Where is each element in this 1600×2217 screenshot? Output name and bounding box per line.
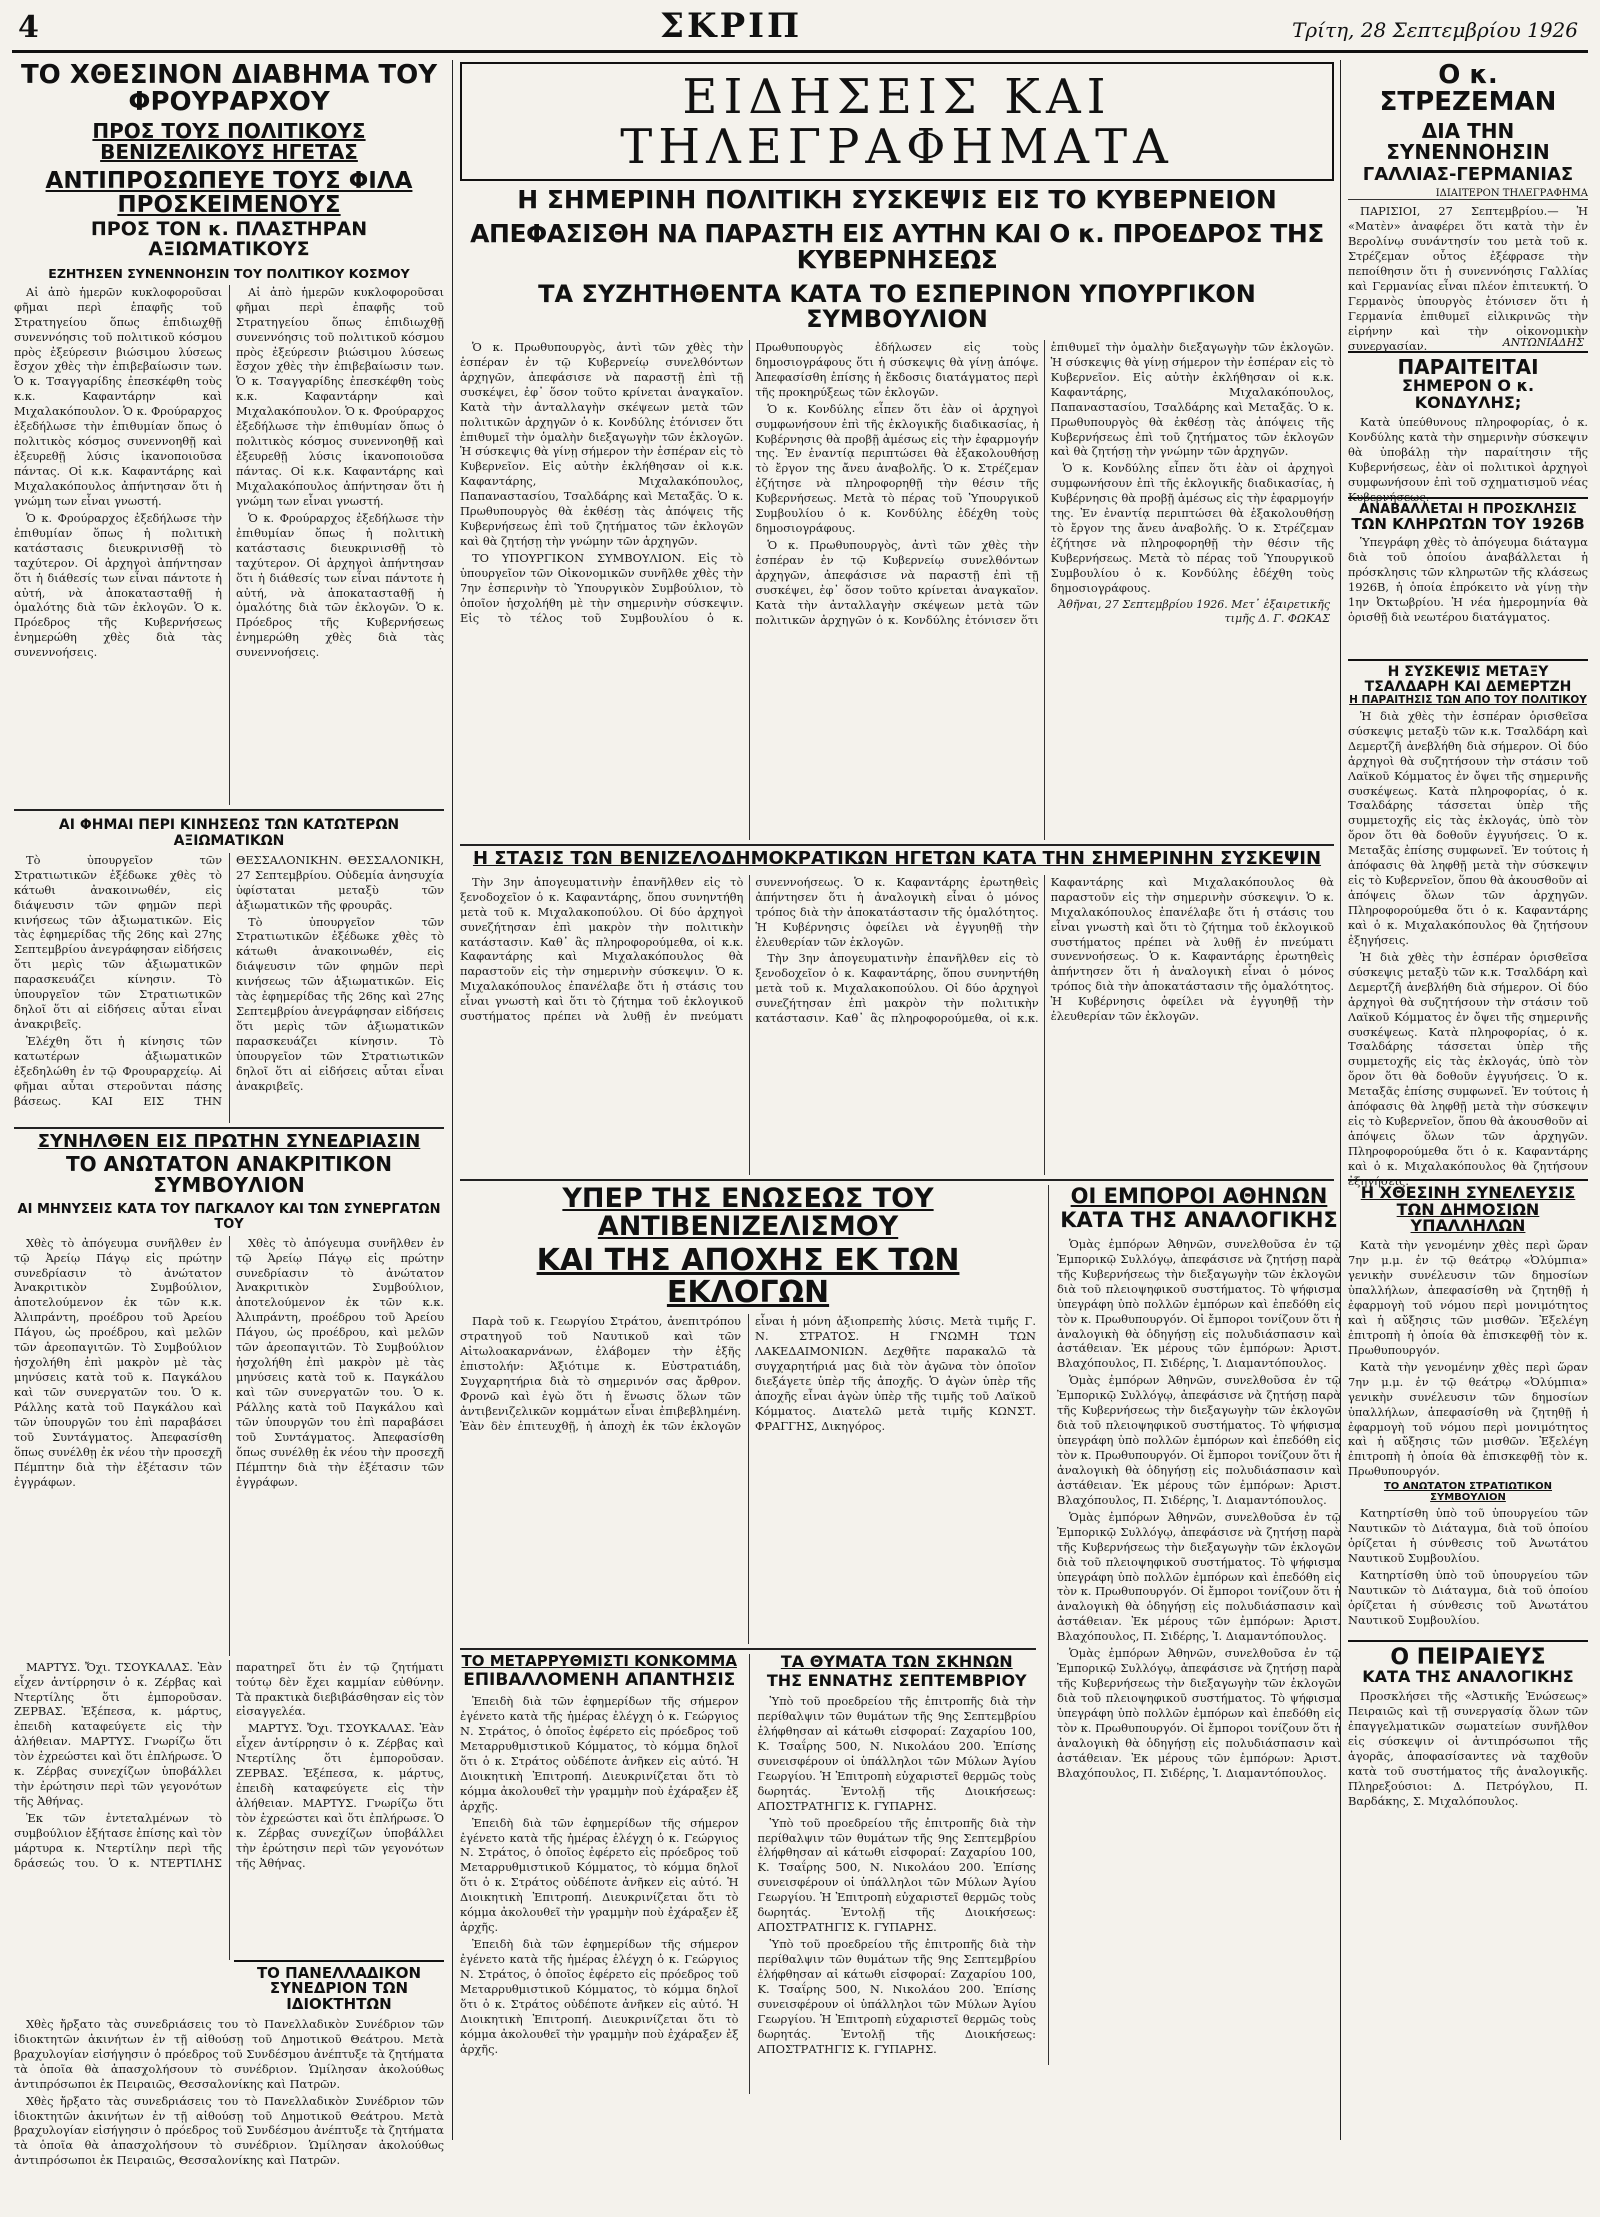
paragraph: Προσκλήσει τῆς «Ἀστικῆς Ἑνώσεως» Πειραιῶς καὶ τῇ συνεργασίᾳ ὅλων τῶν ἐπαγγελματικῶν σωματείων συνῆλθον εἰς σύσκεψιν οἱ ἀντιπρόσωποι τῆς ἀγορᾶς, ἀποφασίσαντες νὰ ταχθοῦν κατὰ τοῦ συστήματος τῆς ἀναλογικῆς. Πληρεξούσιοι: Δ. Πετρόγλου, Π. Βαρδάκης, Σ. Μιχαλόπουλος.: [1348, 1689, 1588, 1808]
article-body: [758, 1694, 1037, 2094]
article-body: [14, 2017, 444, 2217]
paragraph: Ὑπεγράφη χθὲς τὸ ἀπόγευμα διάταγμα διὰ τοῦ ὁποίου ἀναβάλλεται ἡ πρόσκλησις τῶν κληρωτῶν τῆς κλάσεως 1926Β, ἡ ὁποία ἐπρόκειτο νὰ γίνῃ τὴν 1ην Ὀκτωβρίου. Ἡ νέα ἡμερομηνία θὰ ὁρισθῇ διὰ νεωτέρου διατάγματος.: [1348, 535, 1588, 625]
paragraph: Ὁ κ. Κονδύλης εἶπεν ὅτι ἐὰν οἱ ἀρχηγοὶ συμφωνήσουν ἐπὶ τῆς ἐκλογικῆς διαδικασίας, ἡ Κυβέρνησις θὰ προβῇ ἀμέσως εἰς τὴν ἐφαρμογήν της. Ἐν ἐναντίᾳ περιπτώσει θὰ ἐξακολουθήσῃ τὸ ἔργον της ἄνευ ἀναβολῆς. Ὁ κ. Στρέζεμαν ἐζήτησε νὰ πληροφορηθῇ τὴν θέσιν τῆς Κυβερνήσεως. Μετὰ τὸ πέρας τοῦ Ὑπουργικοῦ Συμβουλίου ὁ κ. Κονδύλης ἐδέχθη τοὺς δημοσιογράφους.: [755, 401, 1039, 536]
article-body: [1348, 1689, 1588, 1859]
paragraph: ΜΑΡΤΥΣ. Ὄχι. ΤΣΟΥΚΑΛΑΣ. Ἐὰν εἶχεν ἀντίρρησιν ὁ κ. Ζέρβας καὶ Ντερτίλης ὅτι ἐμποροῦσαν. ΖΕΡΒΑΣ. Ἐξέπεσα, κ. μάρτυς, ἐπειδὴ καταφεύγετε εἰς τὴν ἀλήθειαν. ΜΑΡΤΥΣ. Γνωρίζω ὅτι τὸν ἐχρεώστει καὶ ὅτι ἐπλήρωσε. Ὁ κ. Ζέρβας συνεχίζων ὑποβάλλει τὴν ἐρώτησιν περὶ τῶν γεγονότων τῆς Ἀθήνας.: [236, 1721, 444, 1870]
headline-sub: ΠΡΟΣ ΤΟΥΣ ΠΟΛΙΤΙΚΟΥΣ ΒΕΝΙΖΕΛΙΚΟΥΣ ΗΓΕΤΑΣ: [92, 118, 366, 164]
paragraph: Παρὰ τοῦ κ. Γεωργίου Στράτου, ἀνεπιτρόπου στρατηγοῦ τοῦ Ναυτικοῦ καὶ τῶν Αἰτωλοακαρνάνων, ἐλάβομεν τὴν ἑξῆς ἐπιστολήν: Ἀξιότιμε κ. Εὐστρατιάδη, Συγχαρητήρια διὰ τὸ σημερινόν σας ἄρθρον. Φρονῶ καὶ ἐγὼ ὅτι ἡ ἕνωσις ὅλων τῶν ἀντιβενιζελικῶν κομμάτων εἶναι ἐπιβεβλημένη. Ἐὰν δὲν ἐπιτευχθῇ, ἡ ἀποχὴ ἐκ τῶν ἐκλογῶν εἶναι ἡ μόνη ἀξιοπρεπὴς λύσις. Μετὰ τιμῆς Γ. Ν. ΣΤΡΑΤΟΣ. Η ΓΝΩΜΗ ΤΩΝ ΛΑΚΕΔΑΙΜΟΝΙΩΝ. Δεχθῆτε παρακαλῶ τὰ συγχαρητήριά μας διὰ τὸν ἀγῶνα τὸν ὁποῖον διεξάγετε ὑπὲρ τῆς ἀποχῆς. Ὁ ἀγὼν ὑπὲρ τῆς ἀποχῆς εἶναι ἀγὼν ὑπὲρ τῆς τιμῆς τοῦ Λαϊκοῦ Κόμματος. Διατελῶ μετὰ τιμῆς ΚΩΝΣΤ. ΦΡΑΓΓΗΣ, Δικηγόρος.: [460, 1314, 1036, 1434]
paragraph: Χθὲς ἤρξατο τὰς συνεδριάσεις του τὸ Πανελλαδικὸν Συνέδριον τῶν ἰδιοκτητῶν ἀκινήτων ἐν τῇ αἰθούσῃ τοῦ Δημοτικοῦ Θεάτρου. Μετὰ βραχυλογίαν εἰσήγησιν ὁ πρόεδρος τοῦ Συνδέσμου ἀνέπτυξε τὰ ζητήματα τὰ ὁποῖα θὰ ἀπασχολήσουν τὸ συνέδριον. Ὡμίλησαν ἀκολούθως ἀντιπρόσωποι ἐκ Πειραιῶς, Θεσσαλονίκης καὶ Πατρῶν.: [14, 2016, 444, 2091]
headline-council: ΤΟ ΑΝΩΤΑΤΟΝ ΑΝΑΚΡΙΤΙΚΟΝ ΣΥΜΒΟΥΛΙΟΝ: [66, 1151, 392, 1197]
article-body: [460, 340, 1334, 840]
section-rule: [460, 1179, 1334, 1181]
headline-union: ΥΠΕΡ ΤΗΣ ΕΝΩΣΕΩΣ ΤΟΥ ΑΝΤΙΒΕΝΙΖΕΛΙΣΜΟΥ: [562, 1182, 934, 1243]
paragraph: Ὁ κ. Κονδύλης εἶπεν ὅτι ἐὰν οἱ ἀρχηγοὶ συμφωνήσουν ἐπὶ τῆς ἐκλογικῆς διαδικασίας, ἡ Κυβέρνησις θὰ προβῇ ἀμέσως εἰς τὴν ἐφαρμογήν της. Ἐν ἐναντίᾳ περιπτώσει θὰ ἐξακολουθήσῃ τὸ ἔργον της ἄνευ ἀναβολῆς. Ὁ κ. Στρέζεμαν ἐζήτησε νὰ πληροφορηθῇ τὴν θέσιν τῆς Κυβερνήσεως. Μετὰ τὸ πέρας τοῦ Ὑπουργικοῦ Συμβουλίου ὁ κ. Κονδύλης ἐδέχθη τοὺς δημοσιογράφους.: [1050, 461, 1334, 595]
paragraph: Ἐπειδὴ διὰ τῶν ἐφημερίδων τῆς σήμερον ἐγένετο κατὰ τῆς ἡμέρας ἐλέγχη ὁ κ. Γεώργιος Ν. Στράτος, ὁ ὁποῖος ἐφέρετο εἰς πρόεδρος τοῦ Μεταρρυθμιστικοῦ Κόμματος, τὸ κόμμα δηλοῖ ὅτι ὁ κ. Στράτος οὐδέποτε ἀνῆκεν εἰς αὐτό. Ἡ Διοικητικὴ Ἐπιτροπή. Διευκρινίζεται ὅτι τὸ κόμμα ἀκολουθεῖ τὴν γραμμὴν ποὺ ἐχάραξεν ἐξ ἀρχῆς.: [460, 1815, 739, 1935]
left-column: [14, 60, 444, 2168]
paragraph: Κατηρτίσθη ὑπὸ τοῦ ὑπουργείου τῶν Ναυτικῶν τὸ Διάταγμα, διὰ τοῦ ὁποίου ὁρίζεται ἡ σύνθεσις τοῦ Ἀνωτάτου Ναυτικοῦ Συμβουλίου.: [1348, 1568, 1588, 1627]
headline-conscripts-sub: ΤΩΝ ΚΛΗΡΩΤΩΝ ΤΟΥ 1926Β: [1351, 514, 1585, 533]
subheadline: ΕΖΗΤΗΣΕΝ ΣΥΝΕΝΝΟΗΣΙΝ ΤΟΥ ΠΟΛΙΤΙΚΟΥ ΚΟΣΜΟΥ: [48, 265, 410, 281]
paragraph: Ὁ κ. Φρούραρχος ἐξεδήλωσε τὴν ἐπιθυμίαν ὅπως ἡ πολιτικὴ κατάστασις διευκρινισθῇ τὸ ταχύτερον. Οἱ ἀρχηγοὶ ἀπήντησαν ὅτι ἡ διάθεσίς των εἶναι πάντοτε ἡ αὐτή, νὰ ἀποκατασταθῇ ἡ ὁμαλότης διὰ τῶν ἐκλογῶν. Ὁ κ. Πρόεδρος τῆς Κυβερνήσεως ἐνημερώθη χθὲς διὰ τὰς συνεννοήσεις.: [14, 510, 222, 660]
paragraph: Ὁμὰς ἐμπόρων Ἀθηνῶν, συνελθοῦσα ἐν τῷ Ἐμπορικῷ Συλλόγῳ, ἀπεφάσισε νὰ ζητήσῃ παρὰ τῆς Κυβερνήσεως τὴν διεξαγωγὴν τῶν ἐκλογῶν διὰ τοῦ πλειοψηφικοῦ συστήματος. Τὸ ψήφισμα ὑπεγράφη ὑπὸ πολλῶν ἐμπόρων καὶ ἐπεδόθη εἰς τὸν κ. Πρωθυπουργόν. Οἱ ἔμποροι τονίζουν ὅτι ἡ ἀναλογικὴ θὰ ὁδηγήσῃ εἰς πολυδιάσπασιν καὶ ἀστάθειαν. Ἐκ μέρους τῶν ἐμπόρων: Ἀριστ. Βλαχόπουλος, Π. Σιδέρης, Ἰ. Διαμαντόπουλος.: [1057, 1373, 1341, 1507]
article-body: [14, 1660, 444, 1960]
article-body: [460, 1314, 1036, 1644]
section-rule: [14, 809, 444, 811]
headline-meeting: Η ΣΗΜΕΡΙΝΗ ΠΟΛΙΤΙΚΗ ΣΥΣΚΕΨΙΣ ΕΙΣ ΤΟ ΚΥΒΕΡΝΕΙΟΝ: [517, 184, 1277, 214]
banner-box: [460, 62, 1334, 181]
paragraph: Ἡ διὰ χθὲς τὴν ἑσπέραν ὁρισθεῖσα σύσκεψις μεταξὺ τῶν κ.κ. Τσαλδάρη καὶ Δεμερτζῆ ἀνεβλήθη διὰ σήμερον. Οἱ δύο ἀρχηγοὶ θὰ συζητήσουν τὴν στάσιν τοῦ Λαϊκοῦ Κόμματος ἐν ὄψει τῆς σημερινῆς συσκέψεως. Κατὰ πληροφορίας, ὁ κ. Τσαλδάρης τάσσεται ὑπὲρ τῆς συμμετοχῆς εἰς τὰς ἐκλογάς, ὑπὸ τὸν ὅρον ὅτι θὰ δοθοῦν ἐγγυήσεις. Ὁ κ. Μεταξᾶς ἐπίσης συμφωνεῖ. Ἐν τούτοις ἡ ἀπόφασις θὰ ληφθῇ μετὰ τὴν σύσκεψιν εἰς τὸ Κυβερνεῖον, ὅπου θὰ ἀκουσθοῦν αἱ ἀπόψεις ὅλων τῶν ἀρχηγῶν. Πληροφορούμεθα ὅτι ὁ κ. Καφαντάρης καὶ ὁ κ. Μιχαλακόπουλος θὰ ζητήσουν ἐξηγήσεις.: [1348, 949, 1588, 1188]
article-body: [1348, 535, 1588, 655]
article-body: [1348, 708, 1588, 1188]
paragraph: Χθὲς τὸ ἀπόγευμα συνῆλθεν ἐν τῷ Ἀρείῳ Πάγῳ εἰς πρώτην συνεδρίασιν τὸ ἀνώτατον Ἀνακριτικὸν Συμβούλιον, ἀποτελούμενον ἐκ τῶν κ.κ. Ἀλιπράντη, προέδρου τοῦ Ἀρείου Πάγου, ὡς προέδρου, καὶ μελῶν τῶν ἀρεοπαγιτῶν. Τὸ Συμβούλιον ἠσχολήθη ἐπὶ μακρὸν μὲ τὰς μηνύσεις κατὰ τοῦ κ. Παγκάλου καὶ τῶν συνεργατῶν του. Ὁ κ. Ράλλης κατὰ τοῦ Παγκάλου καὶ τῶν ὑπουργῶν του ἐπὶ παραβάσει τοῦ Συντάγματος. Ἀπεφασίσθη ὅπως συνέλθῃ ἐκ νέου τὴν προσεχῆ Πέμπτην διὰ τὴν ἐξέτασιν τῶν ἐγγράφων.: [14, 1235, 222, 1489]
article-body: [1348, 1238, 1588, 1478]
paragraph: Ὑπὸ τοῦ προεδρείου τῆς ἐπιτροπῆς διὰ τὴν περίθαλψιν τῶν θυμάτων τῆς 9ης Σεπτεμβρίου ἐλήφθησαν αἱ κάτωθι εἰσφοραί: Ζαχαρίου 100, Κ. Τσαΐρης 500, Ν. Νικολάου 200. Ἐπίσης συνεισφέρουν οἱ ὑπάλληλοι τῶν Μύλων Ἀγίου Γεωργίου. Ἡ Ἐπιτροπὴ εὐχαριστεῖ θερμῶς τοὺς δωρητάς. Ἐντολῇ τῆς Διοικήσεως: ΑΠΟΣΤΡΑΤΗΓΙΣ Κ. ΓΥΠΑΡΗΣ.: [757, 1694, 1036, 1813]
headline-kondylis: ΣΗΜΕΡΟΝ Ο κ. ΚΟΝΔΥΛΗΣ;: [1401, 376, 1535, 413]
paragraph: Ἡ διὰ χθὲς τὴν ἑσπέραν ὁρισθεῖσα σύσκεψις μεταξὺ τῶν κ.κ. Τσαλδάρη καὶ Δεμερτζῆ ἀνεβλήθη διὰ σήμερον. Οἱ δύο ἀρχηγοὶ θὰ συζητήσουν τὴν στάσιν τοῦ Λαϊκοῦ Κόμματος ἐν ὄψει τῆς σημερινῆς συσκέψεως. Κατὰ πληροφορίας, ὁ κ. Τσαλδάρης τάσσεται ὑπὲρ τῆς συμμετοχῆς εἰς τὰς ἐκλογάς, ὑπὸ τὸν ὅρον ὅτι θὰ δοθοῦν ἐγγυήσεις. Ὁ κ. Μεταξᾶς ἐπίσης συμφωνεῖ. Ἐν τούτοις ἡ ἀπόφασις θὰ ληφθῇ μετὰ τὴν σύσκεψιν εἰς τὸ Κυβερνεῖον, ὅπου θὰ ἀκουσθοῦν αἱ ἀπόψεις ὅλων τῶν ἀρχηγῶν. Πληροφορούμεθα ὅτι ὁ κ. Καφαντάρης καὶ ὁ κ. Μιχαλακόπουλος θὰ ζητήσουν ἐξηγήσεις.: [1348, 708, 1588, 947]
paragraph: Κατηρτίσθη ὑπὸ τοῦ ὑπουργείου τῶν Ναυτικῶν τὸ Διάταγμα, διὰ τοῦ ὁποίου ὁρίζεται ἡ σύνθεσις τοῦ Ἀνωτάτου Ναυτικοῦ Συμβουλίου.: [1348, 1506, 1588, 1566]
headline-sub: ΠΡΟΣ ΤΟΝ κ. ΠΛΑΣΤΗΡΑΝ ΑΞΙΩΜΑΤΙΚΟΥΣ: [90, 217, 368, 260]
article-body: [14, 853, 444, 1123]
paragraph: Ὁμὰς ἐμπόρων Ἀθηνῶν, συνελθοῦσα ἐν τῷ Ἐμπορικῷ Συλλόγῳ, ἀπεφάσισε νὰ ζητήσῃ παρὰ τῆς Κυβερνήσεως τὴν διεξαγωγὴν τῶν ἐκλογῶν διὰ τοῦ πλειοψηφικοῦ συστήματος. Τὸ ψήφισμα ὑπεγράφη ὑπὸ πολλῶν ἐμπόρων καὶ ἐπεδόθη εἰς τὸν κ. Πρωθυπουργόν. Οἱ ἔμποροι τονίζουν ὅτι ἡ ἀναλογικὴ θὰ ὁδηγήσῃ εἰς πολυδιάσπασιν καὶ ἀστάθειαν. Ἐκ μέρους τῶν ἐμπόρων: Ἀριστ. Βλαχόπουλος, Π. Σιδέρης, Ἰ. Διαμαντόπουλος.: [1057, 1646, 1341, 1780]
page-header: [0, 0, 1600, 54]
paragraph: Χθὲς τὸ ἀπόγευμα συνῆλθεν ἐν τῷ Ἀρείῳ Πάγῳ εἰς πρώτην συνεδρίασιν τὸ ἀνώτατον Ἀνακριτικὸν Συμβούλιον, ἀποτελούμενον ἐκ τῶν κ.κ. Ἀλιπράντη, προέδρου τοῦ Ἀρείου Πάγου, ὡς προέδρου, καὶ μελῶν τῶν ἀρεοπαγιτῶν. Τὸ Συμβούλιον ἠσχολήθη ἐπὶ μακρὸν μὲ τὰς μηνύσεις κατὰ τοῦ κ. Παγκάλου καὶ τῶν συνεργατῶν του. Ὁ κ. Ράλλης κατὰ τοῦ Παγκάλου καὶ τῶν ὑπουργῶν του ἐπὶ παραβάσει τοῦ Συντάγματος. Ἀπεφασίσθη ὅπως συνέλθῃ ἐκ νέου τὴν προσεχῆ Πέμπτην διὰ τὴν ἐξέτασιν τῶν ἐγγράφων.: [236, 1235, 444, 1489]
subheadline: ΑΙ ΜΗΝΥΣΕΙΣ ΚΑΤΑ ΤΟΥ ΠΑΓΚΑΛΟΥ ΚΑΙ ΤΩΝ ΣΥΝΕΡΓΑΤΩΝ ΤΟΥ: [17, 1201, 441, 1232]
section-rule: [460, 1648, 1036, 1650]
headline-conscripts: ΑΝΑΒΑΛΛΕΤΑΙ Η ΠΡΟΣΚΛΗΣΙΣ: [1348, 497, 1588, 517]
headline-tsaldaris: Η ΣΥΣΚΕΨΙΣ ΜΕΤΑΞΥ: [1348, 659, 1588, 680]
dateline-label: ΙΔΙΑΙΤΕΡΟΝ ΤΗΛΕΓΡΑΦΗΜΑ: [1348, 188, 1588, 200]
center-block: [460, 62, 1341, 2142]
paragraph: Τὴν 3ην ἀπογευματινὴν ἐπανῆλθεν εἰς τὸ ξενοδοχεῖον ὁ κ. Καφαντάρης, ὅπου συνηντήθη μετὰ τοῦ κ. Μιχαλακοπούλου. Οἱ δύο ἀρχηγοὶ συνεζήτησαν ἐπὶ μακρὸν τὴν πολιτικὴν κατάστασιν. Καθ᾽ ἃς πληροφορούμεθα, οἱ κ.κ. Καφαντάρης καὶ Μιχαλακόπουλος θὰ παραστοῦν εἰς τὴν σημερινὴν σύσκεψιν. Ὁ κ. Μιχαλακόπουλος ἐπανέλαβε ὅτι ἡ στάσις του εἶναι γνωστὴ καὶ ὅτι τὸ ζήτημα τοῦ ἐκλογικοῦ συστήματος πρέπει νὰ λυθῇ ἐν πνεύματι συνεννοήσεως. Ὁ κ. Καφαντάρης ἐρωτηθεὶς ἀπήντησεν ὅτι ἡ ἀναλογικὴ εἶναι ὁ μόνος τρόπος διὰ τὴν ἀποκατάστασιν τῆς ὁμαλότητος. Ἡ Κυβέρνησις ὀφείλει νὰ ἐγγυηθῇ τὴν ἐλευθερίαν τῶν ἐκλογῶν.: [755, 874, 1334, 1026]
headline-stresemann-sub: ΔΙΑ ΤΗΝ ΣΥΝΕΝΝΟΗΣΙΝ: [1386, 118, 1550, 164]
banner-title: ΕΙΔΗΣΕΙΣ ΚΑΙ ΤΗΛΕΓΡΑΦΗΜΑΤΑ: [620, 69, 1174, 176]
headline-victims: ΤΑ ΘΥΜΑΤΑ ΤΩΝ ΣΚΗΝΩΝ: [780, 1652, 1013, 1672]
page-number: 4: [18, 10, 39, 45]
article-body: [14, 285, 444, 805]
paragraph: Χθὲς ἤρξατο τὰς συνεδριάσεις του τὸ Πανελλαδικὸν Συνέδριον τῶν ἰδιοκτητῶν ἀκινήτων ἐν τῇ αἰθούσῃ τοῦ Δημοτικοῦ Θεάτρου. Μετὰ βραχυλογίαν εἰσήγησιν ὁ πρόεδρος τοῦ Συνδέσμου ἀνέπτυξε τὰ ζητήματα τὰ ὁποῖα θὰ ἀπασχολήσουν τὸ συνέδριον. Ὡμίλησαν ἀκολούθως ἀντιπρόσωποι ἐκ Πειραιῶς, Θεσσαλονίκης καὶ Πατρῶν.: [14, 2093, 444, 2168]
subheadline: ΑΙ ΦΗΜΑΙ ΠΕΡΙ ΚΙΝΗΣΕΩΣ ΤΩΝ ΚΑΤΩΤΕΡΩΝ ΑΞΙΩΜΑΤΙΚΩΝ: [58, 816, 400, 849]
headline-panhellenic: ΤΟ ΠΑΝΕΛΛΑΔΙΚΟΝ ΣΥΝΕΔΡΙΟΝ ΤΩΝ ΙΔΙΟΚΤΗΤΩΝ: [234, 1960, 444, 2013]
paragraph: ΤΟ ΥΠΟΥΡΓΙΚΟΝ ΣΥΜΒΟΥΛΙΟΝ. Εἰς τὸ ὑπουργεῖον τῶν Οἰκονομικῶν συνῆλθε χθὲς τὴν 7ην ἑσπερινὴν τὸ Ὑπουργικὸν Συμβούλιον, τὸ ὁποῖον ἠσχολήθη μὲ τὴν σημερινὴν σύσκεψιν. Εἰς τὸ τέλος τοῦ Συμβουλίου ὁ κ. Πρωθυπουργὸς ἐδήλωσεν εἰς τοὺς δημοσιογράφους ὅτι ἡ σύσκεψις θὰ γίνῃ ἀπόψε. Ἀπεφασίσθη ἐπίσης ἡ ἔκδοσις διατάγματος περὶ τῆς προκηρύξεως τῶν ἐκλογῶν.: [460, 339, 1039, 625]
paragraph: Ὁμὰς ἐμπόρων Ἀθηνῶν, συνελθοῦσα ἐν τῷ Ἐμπορικῷ Συλλόγῳ, ἀπεφάσισε νὰ ζητήσῃ παρὰ τῆς Κυβερνήσεως τὴν διεξαγωγὴν τῶν ἐκλογῶν διὰ τοῦ πλειοψηφικοῦ συστήματος. Τὸ ψήφισμα ὑπεγράφη ὑπὸ πολλῶν ἐμπόρων καὶ ἐπεδόθη εἰς τὸν κ. Πρωθυπουργόν. Οἱ ἔμποροι τονίζουν ὅτι ἡ ἀναλογικὴ θὰ ὁδηγήσῃ εἰς πολυδιάσπασιν καὶ ἀστάθειαν. Ἐκ μέρους τῶν ἐμπόρων: Ἀριστ. Βλαχόπουλος, Π. Σιδέρης, Ἰ. Διαμαντόπουλος.: [1057, 1236, 1341, 1371]
article-body: [1057, 1237, 1341, 1781]
headline-tsaldaris-sub: ΤΣΑΛΔΑΡΗ ΚΑΙ ΔΕΜΕΡΤΖΗ: [1364, 679, 1572, 696]
headline-resigns: ΠΑΡΑΙΤΕΙΤΑΙ: [1348, 351, 1588, 378]
date-line: Τρίτη, 28 Σεπτεμβρίου 1926: [1292, 18, 1578, 42]
headline-sub: ΑΝΤΙΠΡΟΣΩΠΕΥΕ ΤΟΥΣ ΦΙΛΑ ΠΡΟΣΚΕΙΜΕΝΟΥΣ: [45, 167, 413, 218]
headline-frourarchos: ΤΟ ΧΘΕΣΙΝΟΝ ΔΙΑΒΗΜΑ ΤΟΥ ΦΡΟΥΡΑΡΧΟΥ: [20, 60, 438, 118]
merchants-article: [1048, 1185, 1341, 2065]
paragraph: Ὁ κ. Πρωθυπουργὸς, ἀντὶ τῶν χθὲς τὴν ἑσπέραν ἐν τῷ Κυβερνείῳ συνελθόντων ἀρχηγῶν, ἀπεφάσισε νὰ παραστῇ ἐπὶ τῇ συσκέψει, ἐφ᾽ ὅσον τοῦτο κρίνεται ἀναγκαῖον. Κατὰ τὴν ἀνταλλαγὴν σκέψεων μετὰ τῶν πολιτικῶν ἀρχηγῶν ὁ κ. Κονδύλης ἐτόνισεν ὅτι ἐπιθυμεῖ τὴν ὁμαλὴν διεξαγωγὴν τῶν ἐκλογῶν. Ἡ σύσκεψις θὰ γίνῃ σήμερον τὴν ἑσπέραν εἰς τὸ Κυβερνεῖον. Εἰς αὐτὴν ἐκλήθησαν οἱ κ.κ. Καφαντάρης, Μιχαλακόπουλος, Παπαναστασίου, Τσαλδάρης καὶ Μεταξᾶς. Ὁ κ. Πρωθυπουργὸς θὰ ἐκθέσῃ τὰς ἀπόψεις τῆς Κυβερνήσεως ἐπὶ τοῦ ζητήματος τῶν ἐκλογῶν καὶ θὰ ζητήσῃ τὴν γνώμην τῶν ἀρχηγῶν.: [755, 339, 1334, 627]
headline-decision: ΑΠΕΦΑΣΙΣΘΗ ΝΑ ΠΑΡΑΣΤΗ ΕΙΣ ΑΥΤΗΝ ΚΑΙ Ο κ. ΠΡΟΕΔΡΟΣ ΤΗΣ ΚΥΒΕΡΝΗΣΕΩΣ: [470, 219, 1324, 275]
signature: Ἀθῆναι, 27 Σεπτεμβρίου 1926. Μετ᾽ ἐξαιρετικῆς τιμῆς Δ. Γ. ΦΩΚΑΣ: [1058, 597, 1330, 626]
headline-proportional: ΚΑΤΑ ΤΗΣ ΑΝΑΛΟΓΙΚΗΣ: [1060, 1207, 1338, 1232]
article-body: [460, 1694, 739, 2094]
paragraph: Αἱ ἀπὸ ἡμερῶν κυκλοφοροῦσαι φῆμαι περὶ ἐπαφῆς τοῦ Στρατηγείου ὅπως ἐπιδιωχθῇ συνεννόησις τοῦ πολιτικοῦ κόσμου πρὸς ἐξεύρεσιν βιώσιμου λύσεως ἔσχον χθὲς τὴν ἐπιβεβαίωσιν των. Ὁ κ. Τσαγγαρίδης ἐπεσκέφθη τοὺς κ.κ. Καφαντάρην καὶ Μιχαλακόπουλον. Ὁ κ. Φρούραρχος ἐξεδήλωσε τὴν ἐπιθυμίαν ὅπως ὁ πολιτικὸς κόσμος συνεννοηθῇ καὶ ἐξευρεθῇ λύσις ἱκανοποιοῦσα πάντας. Οἱ κ.κ. Καφαντάρης καὶ Μιχαλακόπουλος ἀπήντησαν ὅτι ἡ γνώμη των εἶναι γνωστή.: [14, 284, 222, 508]
paragraph: Ἐπειδὴ διὰ τῶν ἐφημερίδων τῆς σήμερον ἐγένετο κατὰ τῆς ἡμέρας ἐλέγχη ὁ κ. Γεώργιος Ν. Στράτος, ὁ ὁποῖος ἐφέρετο εἰς πρόεδρος τοῦ Μεταρρυθμιστικοῦ Κόμματος, τὸ κόμμα δηλοῖ ὅτι ὁ κ. Στράτος οὐδέποτε ἀνῆκεν εἰς αὐτό. Ἡ Διοικητικὴ Ἐπιτροπή. Διευκρινίζεται ὅτι τὸ κόμμα ἀκολουθεῖ τὴν γραμμὴν ποὺ ἐχάραξεν ἐξ ἀρχῆς.: [460, 1937, 739, 2056]
headline-merchants: ΟΙ ΕΜΠΟΡΟΙ ΑΘΗΝΩΝ: [1070, 1183, 1328, 1208]
article-body: [460, 875, 1334, 1175]
headline-reply: ΕΠΙΒΑΛΛΟΜΕΝΗ ΑΠΑΝΤΗΣΙΣ: [463, 1670, 736, 1691]
headline-abstention: ΚΑΙ ΤΗΣ ΑΠΟΧΗΣ ΕΚ ΤΩΝ ΕΚΛΟΓΩΝ: [536, 1243, 960, 1310]
headline-piraeus: Ο ΠΕΙΡΑΙΕΥΣ: [1348, 1640, 1588, 1669]
paragraph: Αἱ ἀπὸ ἡμερῶν κυκλοφοροῦσαι φῆμαι περὶ ἐπαφῆς τοῦ Στρατηγείου ὅπως ἐπιδιωχθῇ συνεννόησις τοῦ πολιτικοῦ κόσμου πρὸς ἐξεύρεσιν βιώσιμου λύσεως ἔσχον χθὲς τὴν ἐπιβεβαίωσιν των. Ὁ κ. Τσαγγαρίδης ἐπεσκέφθη τοὺς κ.κ. Καφαντάρην καὶ Μιχαλακόπουλον. Ὁ κ. Φρούραρχος ἐξεδήλωσε τὴν ἐπιθυμίαν ὅπως ὁ πολιτικὸς κόσμος συνεννοηθῇ καὶ ἐξευρεθῇ λύσις ἱκανοποιοῦσα πάντας. Οἱ κ.κ. Καφαντάρης καὶ Μιχαλακόπουλος ἀπήντησαν ὅτι ἡ γνώμη των εἶναι γνωστή.: [236, 284, 444, 508]
paragraph: Ὁ κ. Πρωθυπουργὸς, ἀντὶ τῶν χθὲς τὴν ἑσπέραν ἐν τῷ Κυβερνείῳ συνελθόντων ἀρχηγῶν, ἀπεφάσισε νὰ παραστῇ ἐπὶ τῇ συσκέψει, ἐφ᾽ ὅσον τοῦτο κρίνεται ἀναγκαῖον. Κατὰ τὴν ἀνταλλαγὴν σκέψεων μετὰ τῶν πολιτικῶν ἀρχηγῶν ὁ κ. Κονδύλης ἐτόνισεν ὅτι ἐπιθυμεῖ τὴν ὁμαλὴν διεξαγωγὴν τῶν ἐκλογῶν. Ἡ σύσκεψις θὰ γίνῃ σήμερον τὴν ἑσπέραν εἰς τὸ Κυβερνεῖον. Εἰς αὐτὴν ἐκλήθησαν οἱ κ.κ. Καφαντάρης, Μιχαλακόπουλος, Παπαναστασίου, Τσαλδάρης καὶ Μεταξᾶς. Ὁ κ. Πρωθυπουργὸς θὰ ἐκθέσῃ τὰς ἀπόψεις τῆς Κυβερνήσεως ἐπὶ τοῦ ζητήματος τῶν ἐκλογῶν καὶ θὰ ζητήσῃ τὴν γνώμην τῶν ἀρχηγῶν.: [460, 339, 744, 549]
sidebar-box: [234, 1960, 444, 2013]
paragraph: Κατὰ ὑπεύθυνους πληροφορίας, ὁ κ. Κονδύλης κατὰ τὴν σημερινὴν σύσκεψιν θὰ ὑποβάλῃ τὴν παραίτησιν τῆς Κυβερνήσεως, ἐὰν οἱ πολιτικοὶ ἀρχηγοὶ συμφωνήσουν ἐπὶ τοῦ σχηματισμοῦ νέας Κυβερνήσεως.: [1348, 415, 1588, 504]
headline-venizelists: Η ΣΤΑΣΙΣ ΤΩΝ ΒΕΝΙΖΕΛΟΔΗΜΟΚΡΑΤΙΚΩΝ ΗΓΕΤΩΝ ΚΑΤΑ ΤΗΝ ΣΗΜΕΡΙΝΗΝ ΣΥΣΚΕΨΙΝ: [472, 847, 1322, 869]
header-rule: [12, 50, 1588, 53]
paragraph: Τὴν 3ην ἀπογευματινὴν ἐπανῆλθεν εἰς τὸ ξενοδοχεῖον ὁ κ. Καφαντάρης, ὅπου συνηντήθη μετὰ τοῦ κ. Μιχαλακοπούλου. Οἱ δύο ἀρχηγοὶ συνεζήτησαν ἐπὶ μακρὸν τὴν πολιτικὴν κατάστασιν. Καθ᾽ ἃς πληροφορούμεθα, οἱ κ.κ. Καφαντάρης καὶ Μιχαλακόπουλος θὰ παραστοῦν εἰς τὴν σημερινὴν σύσκεψιν. Ὁ κ. Μιχαλακόπουλος ἐπανέλαβε ὅτι ἡ στάσις του εἶναι γνωστὴ καὶ ὅτι τὸ ζήτημα τοῦ ἐκλογικοῦ συστήματος πρέπει νὰ λυθῇ ἐν πνεύματι συνεννοήσεως. Ὁ κ. Καφαντάρης ἐρωτηθεὶς ἀπήντησεν ὅτι ἡ ἀναλογικὴ εἶναι ὁ μόνος τρόπος διὰ τὴν ἀποκατάστασιν τῆς ὁμαλότητος. Ἡ Κυβέρνησις ὀφείλει νὰ ἐγγυηθῇ τὴν ἐλευθερίαν τῶν ἐκλογῶν.: [460, 874, 1039, 1024]
right-column: [1348, 62, 1588, 2142]
section-rule: [14, 1127, 444, 1129]
headline-stresemann-sub: ΓΑΛΛΙΑΣ-ΓΕΡΜΑΝΙΑΣ: [1362, 163, 1574, 185]
article-body: [1348, 1506, 1588, 1636]
headline-piraeus-sub: ΚΑΤΑ ΤΗΣ ΑΝΑΛΟΓΙΚΗΣ: [1362, 1667, 1574, 1687]
paragraph: Τὸ ὑπουργεῖον τῶν Στρατιωτικῶν ἐξέδωκε χθὲς τὸ κάτωθι ἀνακοινωθέν, εἰς διάψευσιν τῶν φημῶν περὶ κινήσεως τῶν ἀξιωματικῶν. Εἰς τὰς ἐφημερίδας τῆς 26ης καὶ 27ης Σεπτεμβρίου ἀνεγράφησαν εἰδήσεις ὅτι μερὶς τῶν ἀξιωματικῶν παρασκευάζει κίνησιν. Τὸ ὑπουργεῖον τῶν Στρατιωτικῶν δηλοῖ ὅτι αἱ εἰδήσεις αὗται εἶναι ἀνακριβεῖς.: [236, 914, 444, 1093]
section-rule: [460, 844, 1334, 846]
article-body: [1348, 415, 1588, 504]
headline-civil-servants-sub: ΤΩΝ ΔΗΜΟΣΙΩΝ ΥΠΑΛΛΗΛΩΝ: [1396, 1199, 1540, 1236]
paragraph: ΜΑΡΤΥΣ. Ὄχι. ΤΣΟΥΚΑΛΑΣ. Ἐὰν εἶχεν ἀντίρρησιν ὁ κ. Ζέρβας καὶ Ντερτίλης ὅτι ἐμποροῦσαν. ΖΕΡΒΑΣ. Ἐξέπεσα, κ. μάρτυς, ἐπειδὴ καταφεύγετε εἰς τὴν ἀλήθειαν. ΜΑΡΤΥΣ. Γνωρίζω ὅτι τὸν ἐχρεώστει καὶ ὅτι ἐπλήρωσε. Ὁ κ. Ζέρβας συνεχίζων ὑποβάλλει τὴν ἐρώτησιν περὶ τῶν γεγονότων τῆς Ἀθήνας.: [14, 1659, 222, 1809]
headline-military-council: ΤΟ ΑΝΩΤΑΤΟΝ ΣΤΡΑΤΙΩΤΙΚΟΝ ΣΥΜΒΟΥΛΙΟΝ: [1383, 1481, 1553, 1503]
headline-reform: ΤΟ ΜΕΤΑΡΡΥΘΜΙΣΤΙ ΚΟΝΚΟΜΜΑ: [461, 1652, 737, 1671]
victims-article: [749, 1654, 1037, 2094]
paragraph: Ὁ κ. Φρούραρχος ἐξεδήλωσε τὴν ἐπιθυμίαν ὅπως ἡ πολιτικὴ κατάστασις διευκρινισθῇ τὸ ταχύτερον. Οἱ ἀρχηγοὶ ἀπήντησαν ὅτι ἡ διάθεσίς των εἶναι πάντοτε ἡ αὐτή, νὰ ἀποκατασταθῇ ἡ ὁμαλότης διὰ τῶν ἐκλογῶν. Ὁ κ. Πρόεδρος τῆς Κυβερνήσεως ἐνημερώθη χθὲς διὰ τὰς συνεννοήσεις.: [236, 510, 444, 660]
paragraph: Ὑπὸ τοῦ προεδρείου τῆς ἐπιτροπῆς διὰ τὴν περίθαλψιν τῶν θυμάτων τῆς 9ης Σεπτεμβρίου ἐλήφθησαν αἱ κάτωθι εἰσφοραί: Ζαχαρίου 100, Κ. Τσαΐρης 500, Ν. Νικολάου 200. Ἐπίσης συνεισφέρουν οἱ ὑπάλληλοι τῶν Μύλων Ἀγίου Γεωργίου. Ἡ Ἐπιτροπὴ εὐχαριστεῖ θερμῶς τοὺς δωρητάς. Ἐντολῇ τῆς Διοικήσεως: ΑΠΟΣΤΡΑΤΗΓΙΣ Κ. ΓΥΠΑΡΗΣ.: [757, 1815, 1036, 1935]
article-body: [14, 1236, 444, 1656]
lower-center: [460, 1182, 1341, 2065]
headline-tsaldaris-sub: Η ΠΑΡΑΙΤΗΣΙΣ ΤΩΝ ΑΠΟ ΤΟΥ ΠΟΛΙΤΙΚΟΥ: [1349, 693, 1587, 706]
masthead: ΣΚΡΙΠ: [660, 6, 803, 46]
signature: ΑΝΤΩΝΙΑΔΗΣ: [1502, 336, 1584, 350]
lower-left: [460, 1182, 1036, 2094]
headline-cabinet: ΤΑ ΣΥΖΗΤΗΘΕΝΤΑ ΚΑΤΑ ΤΟ ΕΣΠΕΡΙΝΟΝ ΥΠΟΥΡΓΙΚΟΝ ΣΥΜΒΟΥΛΙΟΝ: [538, 279, 1256, 333]
paragraph: Ἐκ τῶν ἐντεταλμένων τὸ συμβούλιον ἐξήτασε ἐπίσης καὶ τὸν μάρτυρα κ. Ντερτίλην περὶ τῆς δράσεώς του. Ὁ κ. ΝΤΕΡΤΙΛΗΣ παρατηρεῖ ὅτι ἐν τῷ ζητήματι τούτῳ δὲν ἔχει καμμίαν εὐθύνην. Τὰ πρακτικὰ διεβιβάσθησαν εἰς τὸν εἰσαγγελέα.: [14, 1659, 444, 1870]
paragraph: Ὁμὰς ἐμπόρων Ἀθηνῶν, συνελθοῦσα ἐν τῷ Ἐμπορικῷ Συλλόγῳ, ἀπεφάσισε νὰ ζητήσῃ παρὰ τῆς Κυβερνήσεως τὴν διεξαγωγὴν τῶν ἐκλογῶν διὰ τοῦ πλειοψηφικοῦ συστήματος. Τὸ ψήφισμα ὑπεγράφη ὑπὸ πολλῶν ἐμπόρων καὶ ἐπεδόθη εἰς τὸν κ. Πρωθυπουργόν. Οἱ ἔμποροι τονίζουν ὅτι ἡ ἀναλογικὴ θὰ ὁδηγήσῃ εἰς πολυδιάσπασιν καὶ ἀστάθειαν. Ἐκ μέρους τῶν ἐμπόρων: Ἀριστ. Βλαχόπουλος, Π. Σιδέρης, Ἰ. Διαμαντόπουλος.: [1057, 1509, 1341, 1644]
headline-council: ΣΥΝΗΛΘΕΝ ΕΙΣ ΠΡΩΤΗΝ ΣΥΝΕΔΡΙΑΣΙΝ: [37, 1130, 421, 1152]
headline-civil-servants: Η ΧΘΕΣΙΝΗ ΣΥΝΕΛΕΥΣΙΣ: [1348, 1179, 1588, 1202]
paragraph: Ὑπὸ τοῦ προεδρείου τῆς ἐπιτροπῆς διὰ τὴν περίθαλψιν τῶν θυμάτων τῆς 9ης Σεπτεμβρίου ἐλήφθησαν αἱ κάτωθι εἰσφοραί: Ζαχαρίου 100, Κ. Τσαΐρης 500, Ν. Νικολάου 200. Ἐπίσης συνεισφέρουν οἱ ὑπάλληλοι τῶν Μύλων Ἀγίου Γεωργίου. Ἡ Ἐπιτροπὴ εὐχαριστεῖ θερμῶς τοὺς δωρητάς. Ἐντολῇ τῆς Διοικήσεως: ΑΠΟΣΤΡΑΤΗΓΙΣ Κ. ΓΥΠΑΡΗΣ.: [757, 1937, 1036, 2056]
headline-stresemann: Ο κ. ΣΤΡΕΖΕΜΑΝ: [1379, 60, 1557, 118]
paragraph: Ἐλέχθη ὅτι ἡ κίνησις τῶν κατωτέρων ἀξιωματικῶν ἐξεδηλώθη ἐν τῷ Φρουραρχείῳ. Αἱ φῆμαι αὗται στεροῦνται πάσης βάσεως. ΚΑΙ ΕΙΣ ΤΗΝ ΘΕΣΣΑΛΟΝΙΚΗΝ. ΘΕΣΣΑΛΟΝΙΚΗ, 27 Σεπτεμβρίου. Οὐδεμία ἀνησυχία ὑφίσταται μεταξὺ τῶν ἀξιωματικῶν τῆς φρουρᾶς.: [14, 852, 444, 1108]
paragraph: ΠΑΡΙΣΙΟΙ, 27 Σεπτεμβρίου.— Ἡ «Ματὲν» ἀναφέρει ὅτι κατὰ τὴν ἐν Βερολίνῳ συνάντησίν του μετὰ τοῦ κ. Στρέζεμαν οὗτος ἐξέφρασε τὴν πεποίθησιν ὅτι ἡ συνεννόησις Γαλλίας καὶ Γερμανίας εἶναι πλέον ἐπιτευκτή. Ὁ Γερμανὸς ὑπουργὸς ἐτόνισεν ὅτι ἡ Γερμανία ἐπιθυμεῖ εἰλικρινῶς τὴν εἰρήνην καὶ τὴν οἰκονομικὴν συνεργασίαν.: [1348, 204, 1588, 353]
paragraph: Ἐπειδὴ διὰ τῶν ἐφημερίδων τῆς σήμερον ἐγένετο κατὰ τῆς ἡμέρας ἐλέγχη ὁ κ. Γεώργιος Ν. Στράτος, ὁ ὁποῖος ἐφέρετο εἰς πρόεδρος τοῦ Μεταρρυθμιστικοῦ Κόμματος, τὸ κόμμα δηλοῖ ὅτι ὁ κ. Στράτος οὐδέποτε ἀνῆκεν εἰς αὐτό. Ἡ Διοικητικὴ Ἐπιτροπή. Διευκρινίζεται ὅτι τὸ κόμμα ἀκολουθεῖ τὴν γραμμὴν ποὺ ἐχάραξεν ἐξ ἀρχῆς.: [460, 1694, 739, 1813]
bottom-pair: [460, 1654, 1036, 2094]
column-rule: [452, 60, 453, 2140]
paragraph: Κατὰ τὴν γενομένην χθὲς περὶ ὥραν 7ην μ.μ. ἐν τῷ θεάτρῳ «Ὀλύμπια» γενικὴν συνέλευσιν τῶν δημοσίων ὑπαλλήλων, ἀπεφασίσθη νὰ ζητηθῇ ἡ ἐφαρμογὴ τοῦ νόμου περὶ μονιμότητος καὶ ἡ αὔξησις τῶν μισθῶν. Ἐξελέγη ἐπιτροπὴ ἡ ὁποία θὰ ἐπισκεφθῇ τὸν κ. Πρωθυπουργόν.: [1348, 1359, 1588, 1479]
reform-article: [460, 1654, 739, 2094]
paragraph: Τὸ ὑπουργεῖον τῶν Στρατιωτικῶν ἐξέδωκε χθὲς τὸ κάτωθι ἀνακοινωθέν, εἰς διάψευσιν τῶν φημῶν περὶ κινήσεως τῶν ἀξιωματικῶν. Εἰς τὰς ἐφημερίδας τῆς 26ης καὶ 27ης Σεπτεμβρίου ἀνεγράφησαν εἰδήσεις ὅτι μερὶς τῶν ἀξιωματικῶν παρασκευάζει κίνησιν. Τὸ ὑπουργεῖον τῶν Στρατιωτικῶν δηλοῖ ὅτι αἱ εἰδήσεις αὗται εἶναι ἀνακριβεῖς.: [14, 852, 222, 1032]
headline-date: ΤΗΣ ΕΝΝΑΤΗΣ ΣΕΠΤΕΜΒΡΙΟΥ: [766, 1671, 1027, 1691]
paragraph: Κατὰ τὴν γενομένην χθὲς περὶ ὥραν 7ην μ.μ. ἐν τῷ θεάτρῳ «Ὀλύμπια» γενικὴν συνέλευσιν τῶν δημοσίων ὑπαλλήλων, ἀπεφασίσθη νὰ ζητηθῇ ἡ ἐφαρμογὴ τοῦ νόμου περὶ μονιμότητος καὶ ἡ αὔξησις τῶν μισθῶν. Ἐξελέγη ἐπιτροπὴ ἡ ὁποία θὰ ἐπισκεφθῇ τὸν κ. Πρωθυπουργόν.: [1348, 1238, 1588, 1357]
